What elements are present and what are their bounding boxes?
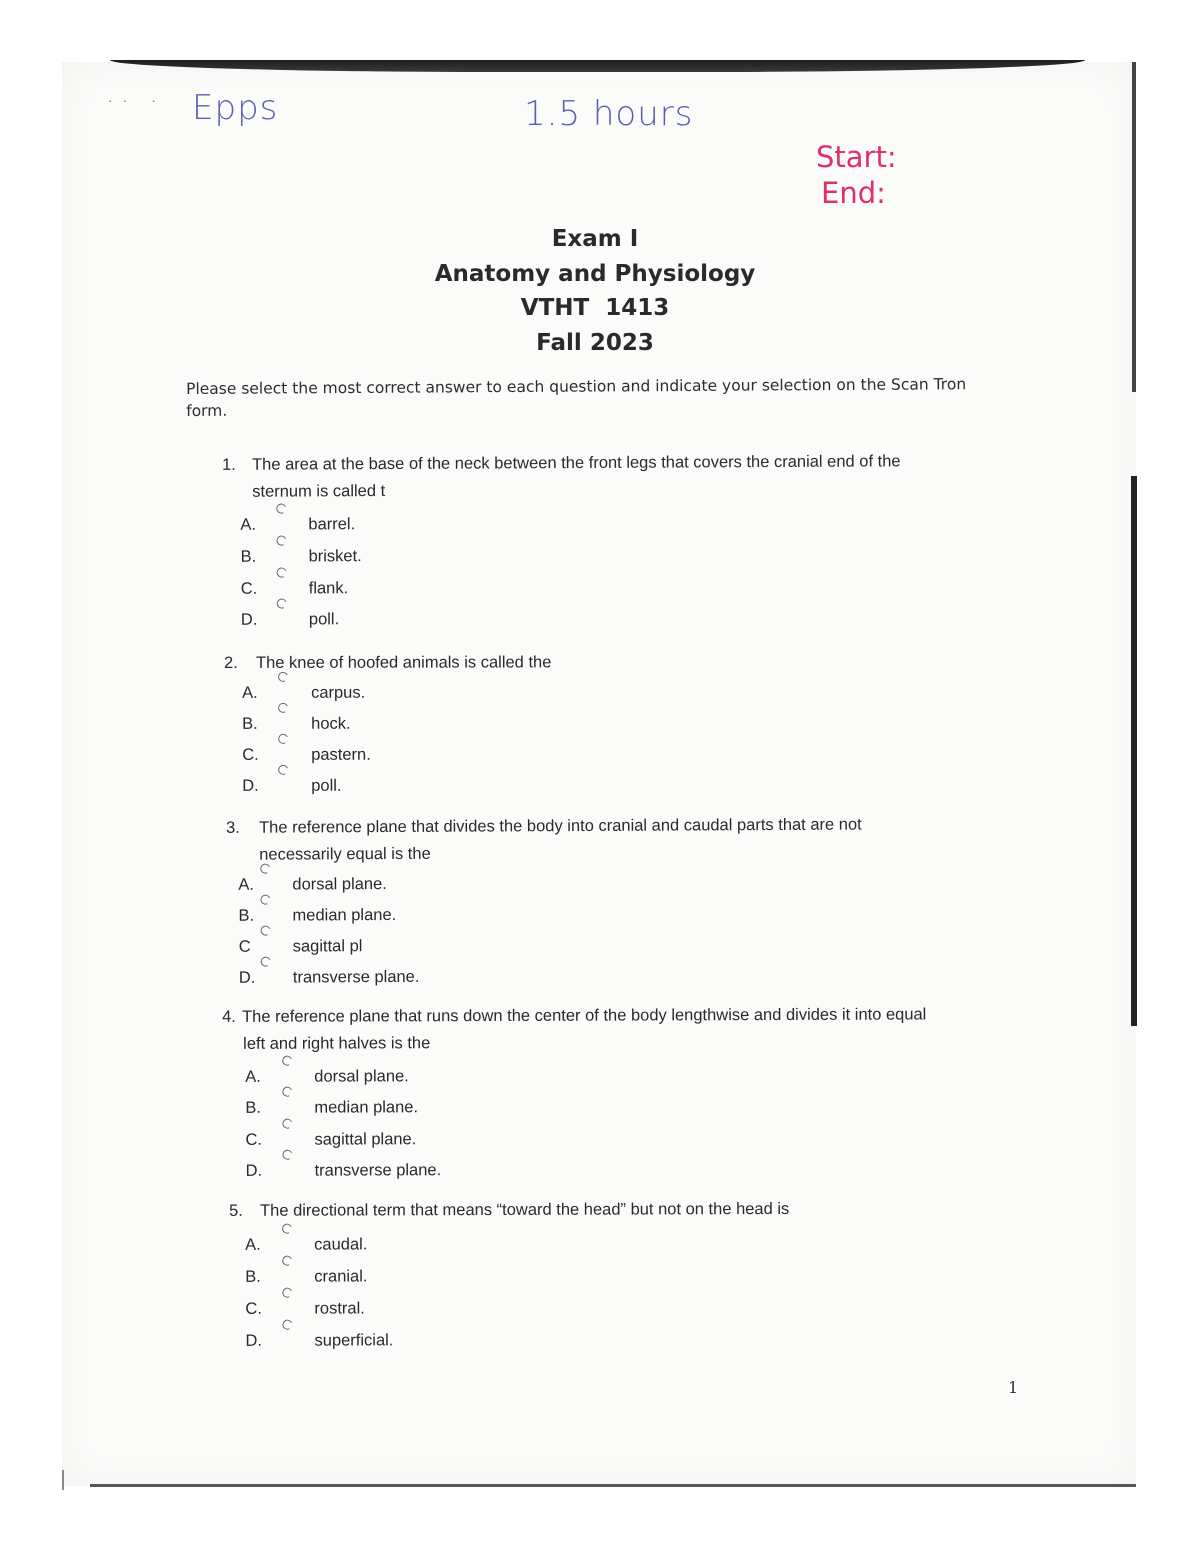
option-text: transverse plane. xyxy=(292,967,420,987)
option-text: superficial. xyxy=(314,1331,394,1350)
question-stem-line: The directional term that means “toward the head” but not on the head is xyxy=(260,1199,790,1220)
question-number: 1. xyxy=(222,455,236,474)
question-stem-line: The knee of hoofed animals is called the xyxy=(256,653,552,672)
term: Fall 2023 xyxy=(536,329,654,356)
question-stem-line: The reference plane that divides the body into cranial and caudal parts that are not xyxy=(259,815,862,837)
option-letter: B. xyxy=(238,906,255,925)
option-text: rostral. xyxy=(314,1299,365,1318)
option-letter: C. xyxy=(242,745,259,764)
question-number: 3. xyxy=(226,818,240,837)
option-text: median plane. xyxy=(292,905,397,925)
pencil-dots: ·· · xyxy=(108,92,166,108)
option-letter: B. xyxy=(245,1267,261,1286)
option-letter: B. xyxy=(242,714,258,733)
option-text: pastern. xyxy=(311,745,371,764)
option-text: poll. xyxy=(311,776,342,795)
course-title: Anatomy and Physiology xyxy=(434,260,756,287)
question-number: 4. xyxy=(222,1007,236,1026)
option-text: sagittal plane. xyxy=(314,1130,417,1149)
option-text: cranial. xyxy=(314,1267,368,1286)
option-text: poll. xyxy=(308,610,340,629)
option-letter: C. xyxy=(245,1130,263,1149)
option-text: barrel. xyxy=(308,515,356,534)
option-letter: A. xyxy=(245,1067,261,1086)
option-text: dorsal plane. xyxy=(292,875,387,894)
start-stamp: Start: xyxy=(816,140,897,174)
question-stem-line: The area at the base of the neck between the front legs that covers the cranial end of the xyxy=(252,452,901,474)
handwritten-name: Epps xyxy=(192,88,279,128)
option-letter: C xyxy=(238,937,251,956)
option-letter: D. xyxy=(242,776,259,795)
question-stem-line: sternum is called t xyxy=(252,482,386,501)
question-stem-line: The reference plane that runs down the center of the body lengthwise and divides it into equal xyxy=(242,1005,927,1026)
option-letter: B. xyxy=(240,547,257,566)
option-letter: C. xyxy=(245,1299,262,1318)
option-text: brisket. xyxy=(308,547,362,566)
page-bottom-edge xyxy=(90,1484,1136,1487)
page-number: 1 xyxy=(1008,1378,1019,1397)
option-letter: D. xyxy=(240,610,258,629)
option-letter: B. xyxy=(245,1098,261,1117)
instructions: Please select the most correct answer to each question and indicate your selection on the Scan Tron form. xyxy=(186,375,967,420)
end-stamp: End: xyxy=(821,176,886,210)
option-letter: D. xyxy=(245,1161,263,1180)
question-number: 2. xyxy=(224,653,238,672)
question-stem-line: left and right halves is the xyxy=(243,1034,431,1053)
option-text: median plane. xyxy=(314,1098,419,1117)
option-letter: D. xyxy=(245,1331,263,1350)
course-code: VTHT 1413 xyxy=(520,295,670,321)
exam-header xyxy=(380,222,810,360)
question-number: 5. xyxy=(229,1201,243,1220)
option-text: hock. xyxy=(311,714,351,733)
option-text: transverse plane. xyxy=(314,1161,442,1180)
question-stem-line: necessarily equal is the xyxy=(259,844,431,864)
option-letter: D. xyxy=(238,968,256,987)
option-letter: A. xyxy=(242,683,258,702)
option-letter: A. xyxy=(245,1235,261,1254)
option-letter: A. xyxy=(238,875,255,894)
handwritten-duration: 1.5 hours xyxy=(524,94,694,134)
option-letter: C. xyxy=(240,579,258,598)
option-text: sagittal pl xyxy=(292,937,363,956)
option-text: dorsal plane. xyxy=(314,1067,409,1086)
page-right-edge xyxy=(1132,62,1136,392)
exam-title: Exam I xyxy=(551,226,639,252)
option-text: flank. xyxy=(308,579,349,598)
page-left-mark xyxy=(62,1470,64,1490)
option-text: caudal. xyxy=(314,1235,368,1254)
option-text: carpus. xyxy=(311,683,366,702)
page-right-edge-lower xyxy=(1131,476,1137,1026)
option-letter: A. xyxy=(240,515,257,534)
